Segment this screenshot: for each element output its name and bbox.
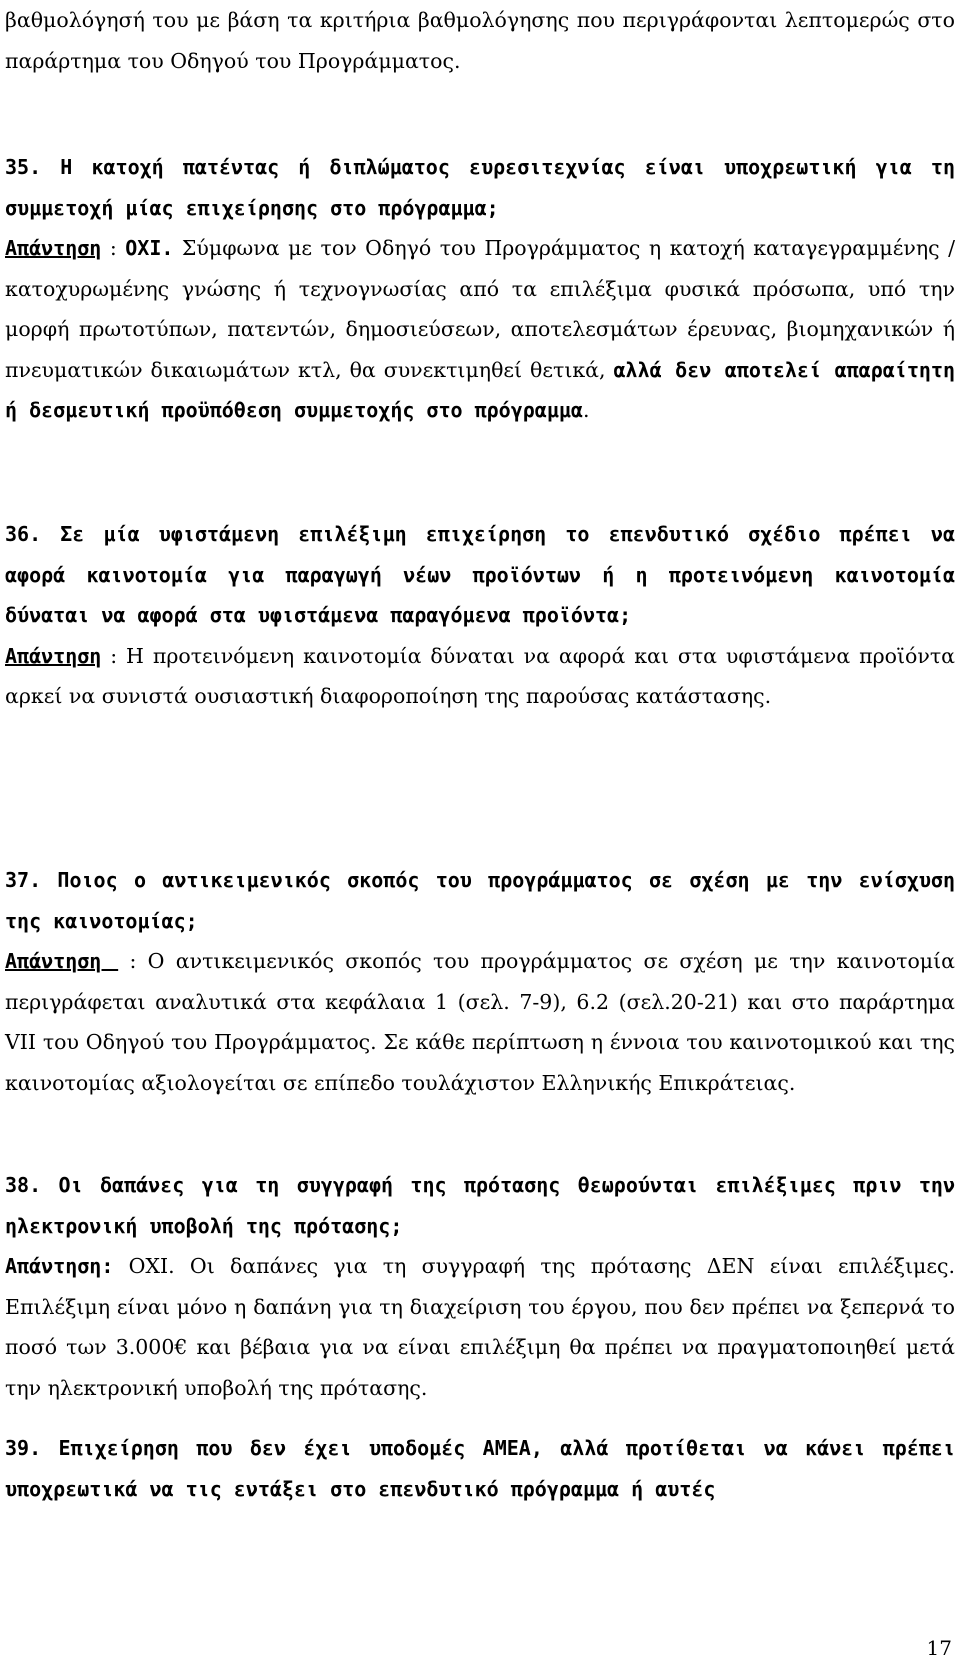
answer-text-38: ΟΧΙ. Οι δαπάνες για τη συγγραφή της πρότασης ΔΕΝ είναι επιλέξιμες. Επιλέξιμη είναι μόνο η δαπάνη για τη διαχείριση του έργου, που δεν πρέπει να ξεπερνά το ποσό των 3.000€ και βέβαια για να είναι επιλέξιμη θα πρέπει να πραγματοποιηθεί μετά την ηλεκτρονική υποβολή της πρότασης. [5, 1254, 955, 1400]
answer-end-35: . [582, 398, 590, 422]
question-39: 39. Επιχείρηση που δεν έχει υποδομές ΑΜΕΑ, αλλά προτίθεται να κάνει πρέπει υποχρεωτικά να τις εντάξει στο επενδυτικό πρόγραμμα ή αυτές [5, 1436, 955, 1501]
question-37: 37. Ποιος ο αντικειμενικός σκοπός του προγράμματος σε σχέση με την ενίσχυση της καινοτομίας; [5, 868, 955, 933]
answer-text-36: : Η προτεινόμενη καινοτομία δύναται να αφορά και στα υφιστάμενα προϊόντα αρκεί να συνιστά ουσιαστική διαφοροποίηση της παρούσας κατάστασης. [5, 643, 955, 708]
intro-paragraph [5, 0, 955, 81]
question-35: 35. Η κατοχή πατέντας ή διπλώματος ευρεσιτεχνίας είναι υποχρεωτική για τη συμμετοχή μίας επιχείρησης στο πρόγραμμα; [5, 155, 955, 220]
answer-sep-35: : [101, 236, 126, 260]
answer-text-35: Σύμφωνα με τον Οδηγό του Προγράμματος η κατοχή καταγεγραμμένης / κατοχυρωμένης γνώσης ή τεχνογνωσίας από τα επιλέξιμα φυσικά πρόσωπα, υπό την μορφή πρωτοτύπων, πατεντών, δημοσιεύσεων, αποτελεσμάτων έρευνας, βιομηχανικών ή πνευματικών δικαιωμάτων κτλ, θα συνεκτιμηθεί θετικά, [5, 236, 955, 382]
faq-38 [5, 1165, 955, 1408]
answer-short-35: ΟΧΙ. [125, 236, 174, 260]
answer-label-35: Απάντηση [5, 236, 102, 260]
faq-36 [5, 514, 955, 717]
intro-text: βαθμολόγησή του με βάση τα κριτήρια βαθμολόγησης που περιγράφονται λεπτομερώς στο παράρτημα του Οδηγού του Προγράμματος. [5, 8, 955, 73]
question-38: 38. Οι δαπάνες για τη συγγραφή της πρότασης θεωρούνται επιλέξιμες πριν την ηλεκτρονική υποβολή της πρότασης; [5, 1173, 955, 1238]
faq-37 [5, 860, 955, 1103]
faq-35 [5, 147, 955, 431]
answer-label-38: Απάντηση: [5, 1254, 114, 1278]
answer-emphasis-35: αλλά δεν αποτελεί απαραίτητη ή δεσμευτική προϋπόθεση συμμετοχής στο πρόγραμμα [5, 357, 956, 422]
answer-label-36: Απάντηση [5, 643, 102, 668]
page-number: 17 [926, 1636, 952, 1660]
answer-label-37: Απάντηση [5, 949, 119, 973]
faq-39 [5, 1428, 955, 1509]
question-36: 36. Σε μία υφιστάμενη επιλέξιμη επιχείρηση το επενδυτικό σχέδιο πρέπει να αφορά καινοτομία για παραγωγή νέων προϊόντων ή η προτεινόμενη καινοτομία δύναται να αφορά στα υφιστάμενα παραγόμενα προϊόντα; [5, 522, 955, 627]
answer-text-37: : Ο αντικειμενικός σκοπός του προγράμματος σε σχέση με την καινοτομία περιγράφεται αναλυτικά στα κεφάλαια 1 (σελ. 7-9), 6.2 (σελ.20-21) και στο παράρτημα VII του Οδηγού του Προγράμματος. Σε κάθε περίπτωση η έννοια του καινοτομικού και της καινοτομίας αξιολογείται σε επίπεδο τουλάχιστον Ελληνικής Επικράτειας. [5, 949, 955, 1095]
